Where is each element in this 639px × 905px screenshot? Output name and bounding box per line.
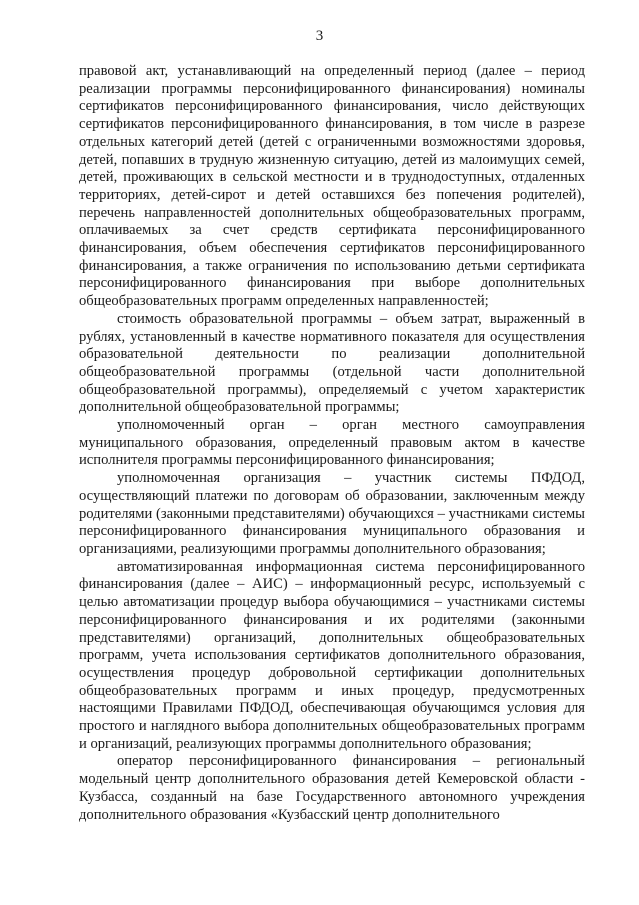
paragraph-authorized-body: уполномоченный орган – орган местного самоуправления муниципального образования, определенный правовым актом в качестве исполнителя программы персонифицированного финансирования;: [79, 417, 585, 469]
paragraph-operator: оператор персонифицированного финансирования – региональный модельный центр дополнительного образования детей Кемеровской области - Кузбасса, созданный на базе Государственного автономного учреждения дополнительного образования «Кузбасский центр дополнительного: [79, 753, 585, 823]
paragraph-continuation: правовой акт, устанавливающий на определенный период (далее – период реализации программы персонифицированного финансирования) номиналы сертификатов персонифицированного финансирования, число действующих сертификатов персонифицированного финансирования, в том числе в разрезе отдельных категорий детей (детей с ограниченными возможностями здоровья, детей, попавших в трудную жизненную ситуацию, детей из малоимущих семей, детей, проживающих в сельской местности и в труднодоступных, отдаленных территориях, детей-сирот и детей оставшихся без попечения родителей), перечень направленностей дополнительных общеобразовательных программ, оплачиваемых за счет средств сертификата персонифицированного финансирования, объем обеспечения сертификатов персонифицированного финансирования, а также ограничения по использованию детьми сертификата персонифицированного финансирования при выборе дополнительных общеобразовательных программ определенных направленностей;: [79, 63, 585, 310]
page-number: 3: [315, 28, 324, 44]
paragraph-cost-of-program: стоимость образовательной программы – объем затрат, выраженный в рублях, установленный в качестве нормативного показателя для осуществления образовательной деятельности по реализации дополнительной общеобразовательной программы (отдельной части дополнительной общеобразовательной программы), определяемый с учетом характеристик дополнительной общеобразовательной программы;: [79, 310, 585, 416]
paragraph-authorized-organization: уполномоченная организация – участник системы ПФДОД, осуществляющий платежи по договорам об образовании, заключенным между родителями (законными представителями) обучающихся – участниками системы персонифицированного финансирования муниципального образования и организациями, реализующими программы дополнительного образования;: [79, 470, 585, 557]
body-text: [79, 63, 585, 824]
paragraph-ais: автоматизированная информационная система персонифицированного финансирования (далее – АИС) – информационный ресурс, используемый с целью автоматизации процедур выбора обучающимися – участниками системы персонифицированного финансирования и их родителями (законными представителями) организаций, дополнительных общеобразовательных программ, учета использования сертификатов дополнительного образования, осуществления процедур добровольной сертификации дополнительных общеобразовательных программ и иных процедур, предусмотренных настоящими Правилами ПФДОД, обеспечивающая обучающимся условия для простого и наглядного выбора дополнительных общеобразовательных программ и организаций, реализующих программы дополнительного образования;: [79, 558, 585, 752]
